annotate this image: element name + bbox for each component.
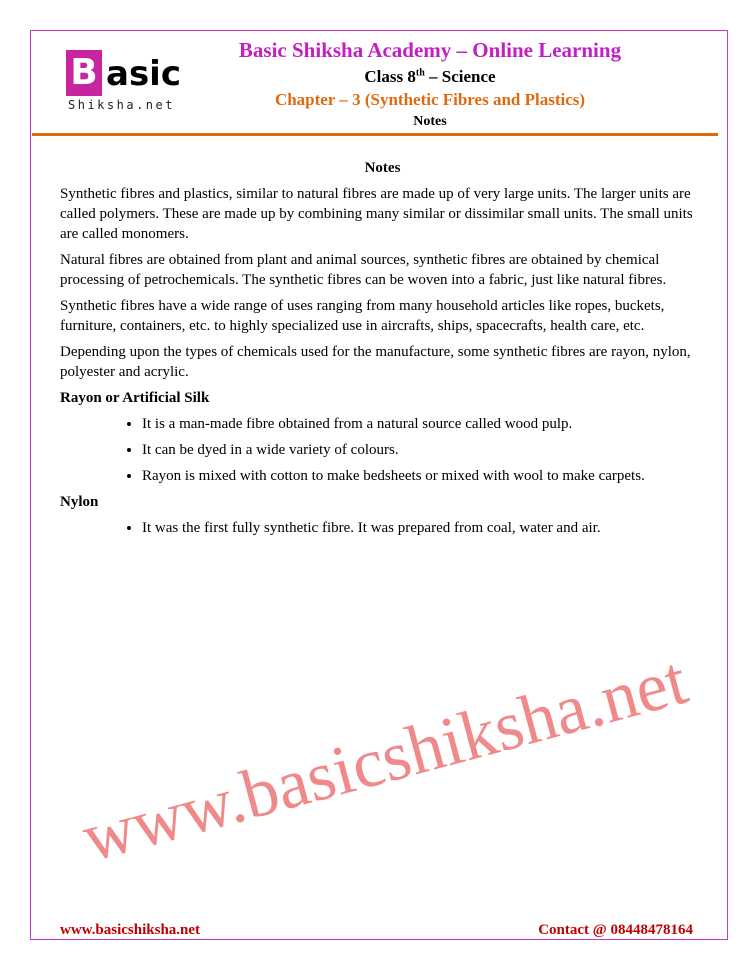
notes-heading: Notes [364, 160, 401, 176]
paragraph: Synthetic fibres and plastics, similar to natural fibres are made up of very large units. The larger units are called polymers. These are made up by combining many similar or dissimilar small units. The small units are called monomers. [60, 186, 693, 242]
footer-website-link[interactable]: www.basicshiksha.net [60, 922, 201, 938]
class-number: Class 8 [364, 67, 416, 86]
list-item: • Rayon is mixed with cotton to make bedsheets or mixed with wool to make carpets. [142, 466, 705, 486]
rayon-list [60, 414, 705, 486]
logo-word: asic [106, 54, 181, 94]
paragraph: Synthetic fibres have a wide range of uses ranging from many household articles like ropes, buckets, furniture, containers, etc. to highly specialized use in aircrafts, ships, spacecrafts, health care, etc. [60, 298, 665, 334]
logo-letter: B [66, 50, 102, 96]
rayon-heading: Rayon or Artificial Silk [60, 390, 210, 406]
notes-content [60, 158, 705, 544]
watermark: www.basicshiksha.net [74, 641, 695, 878]
list-item: • It was the first fully synthetic fibre. It was prepared from coal, water and air. [142, 518, 705, 538]
class-sup: th [415, 67, 425, 79]
logo-subtitle: Shiksha.net [68, 98, 175, 112]
chapter-title: Chapter – 3 (Synthetic Fibres and Plastics) [274, 90, 586, 109]
header-divider [32, 133, 718, 136]
nylon-heading: Nylon [60, 494, 99, 510]
list-item: • It can be dyed in a wide variety of colours. [142, 440, 705, 460]
basic-shiksha-logo [66, 50, 196, 114]
paragraph: Natural fibres are obtained from plant and animal sources, synthetic fibres are obtained by chemical processing of petrochemicals. The synthetic fibres can be woven into a fabric, just like natural fibres. [60, 252, 667, 288]
academy-title: Basic Shiksha Academy – Online Learning [238, 38, 622, 62]
class-subject: – Science [424, 67, 496, 86]
footer-contact: Contact @ 08448478164 [538, 922, 693, 938]
nylon-list [60, 518, 705, 538]
section-title: Notes [413, 114, 447, 129]
list-item: • It is a man-made fibre obtained from a natural source called wood pulp. [142, 414, 705, 434]
class-title [200, 66, 660, 87]
paragraph: Depending upon the types of chemicals used for the manufacture, some synthetic fibres are rayon, nylon, polyester and acrylic. [60, 344, 691, 380]
